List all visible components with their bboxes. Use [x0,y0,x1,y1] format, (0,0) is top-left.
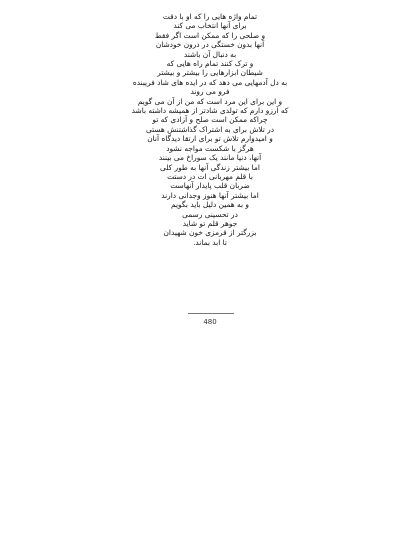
poem-line: در تلاش برای به اشتراک گذاشتنش هستی [145,124,275,134]
poem-line: چراکه ممکن است صلح و آزادی که تو [152,115,268,125]
poem-line: آنها بدون خستگی در درون خودشان [155,40,265,50]
poem-line: اما بیشتر آنها هنوز وجدانی دارند [161,190,259,200]
poem-line: فرو می روند [190,87,230,97]
poem-line: شیطان ابزارهایی را بیشتر و بیشتر [157,68,263,78]
poem-line: و امیدوارم تلاش تو برای ارتقا دیدگاه آنان [147,134,273,144]
poem-line: با قلم مهربانی ات در دستت [167,171,253,181]
poem-line: به دل آدمهایی می دهد که در ایده های شاد فریبنده [132,77,288,87]
poem-line: به دنبال آن باشند [183,49,237,59]
poem-line: هرگز با شکست مواجه نشود [166,143,254,153]
poem-line: برای آنها انتخاب می کند [173,21,247,31]
poem-line: و ترک کنند تمام راه هایی که [166,59,254,69]
poem-line: که آرزو دارم که تولدی شادتر از همیشه داشته باشد [131,106,289,116]
poem-line: در تحسینی رسمی [182,209,238,219]
poem-line: جوهر قلم تو شاید [182,218,238,228]
poem-line: تا ابد بماند. [193,237,227,247]
poem-line: تمام واژه هایی را که او با دقت [162,12,258,21]
poem-text [90,12,330,247]
poem-line: آنها، دنیا مانند یک سوراخ می بینند [158,153,262,163]
poem-line: و به همین دلیل باید بگویم [171,200,249,210]
poem-line: اما بیشتر زندگی آنها به طور کلی [160,162,260,172]
poem-line: بزرگتر از قرمزی خون شهیدان [163,228,257,238]
page-number: 480 [203,318,217,326]
poem-line: و این برای این مرد است که من از آن می گویم [137,96,283,106]
poem-line: ضربان قلب پایدار آنهاست [170,181,250,191]
poem-line: و صلحی را که ممکن است اگر فقط [154,30,266,40]
footer-divider [188,313,234,314]
